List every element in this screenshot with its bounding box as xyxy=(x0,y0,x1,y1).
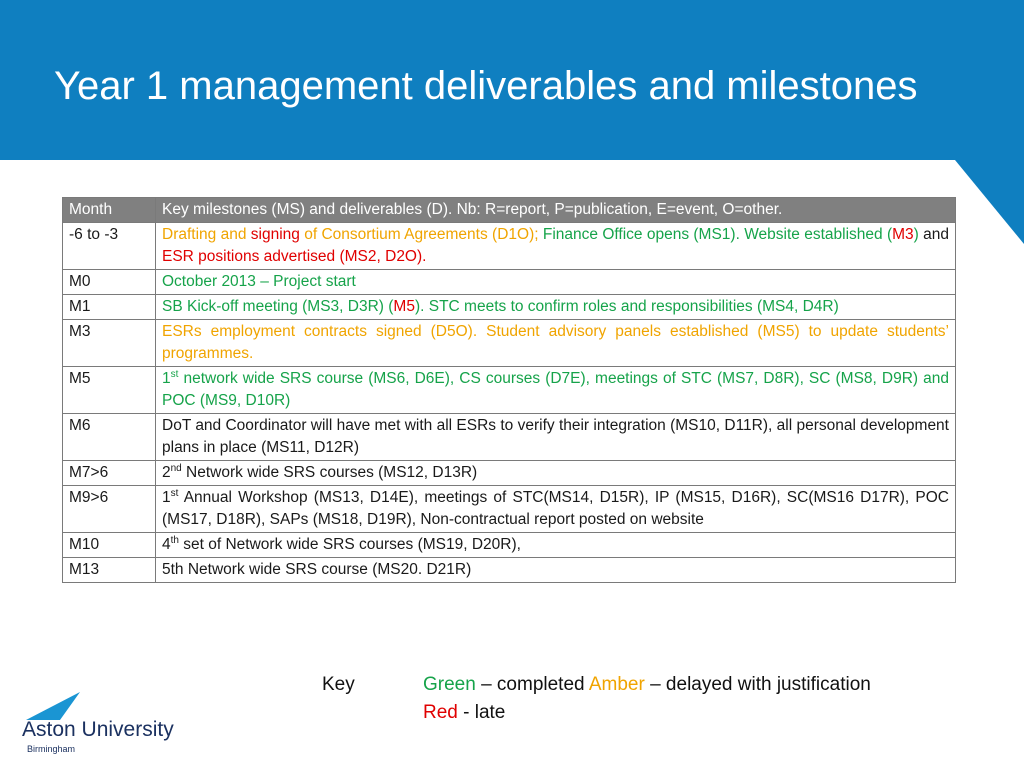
row-month-cell: M10 xyxy=(63,533,156,558)
milestones-table xyxy=(62,197,956,583)
ordinal-suffix: st xyxy=(170,368,179,380)
description-segment: October 2013 – Project start xyxy=(162,273,356,290)
row-description-cell xyxy=(156,461,956,486)
row-month-cell: M6 xyxy=(63,414,156,461)
aston-university-logo xyxy=(22,688,182,758)
table-row xyxy=(63,486,956,533)
key-green-desc: – completed xyxy=(475,674,589,695)
table-row xyxy=(63,367,956,414)
table-row xyxy=(63,461,956,486)
row-description-cell xyxy=(156,558,956,583)
row-description-cell xyxy=(156,270,956,295)
slide-title: Year 1 management deliverables and milestones xyxy=(54,64,918,108)
description-segment: ) xyxy=(913,226,919,243)
table-row xyxy=(63,414,956,461)
key-amber-word: Amber xyxy=(588,674,645,695)
row-month-cell: M3 xyxy=(63,320,156,367)
milestones-table-body xyxy=(63,223,956,583)
key-green-word: Green xyxy=(423,674,476,695)
logo-subtitle: Birmingham xyxy=(27,744,76,754)
description-segment: 1 xyxy=(162,370,171,387)
row-description-cell xyxy=(156,320,956,367)
key-line-2 xyxy=(423,702,505,724)
table-row xyxy=(63,533,956,558)
description-segment: ESRs employment contracts signed (D5O). Student advisory panels established (MS5) to update students’ programmes. xyxy=(162,323,949,362)
key-line-1 xyxy=(423,674,871,696)
description-segment: M5 xyxy=(393,298,415,315)
table-row xyxy=(63,320,956,367)
description-segment: 1 xyxy=(162,489,171,506)
row-description-cell xyxy=(156,223,956,270)
ordinal-suffix: nd xyxy=(170,462,182,474)
description-segment: of Consortium Agreements (D1O); xyxy=(299,226,543,243)
description-segment: signing xyxy=(250,226,300,243)
table-row xyxy=(63,270,956,295)
month-column-header: Month xyxy=(63,198,156,223)
description-segment: 2 xyxy=(162,464,171,481)
description-segment: network wide SRS course (MS6, D6E), CS courses (D7E), meetings of STC (MS7, D8R), SC (MS8, D9R) and POC (MS9, D10R) xyxy=(162,370,949,409)
row-month-cell: M9>6 xyxy=(63,486,156,533)
description-segment: 4 xyxy=(162,536,171,553)
table-row xyxy=(63,295,956,320)
description-column-header: Key milestones (MS) and deliverables (D). Nb: R=report, P=publication, E=event, O=other. xyxy=(156,198,956,223)
key-amber-desc: – delayed with justification xyxy=(644,674,871,695)
ordinal-suffix: th xyxy=(170,534,179,546)
logo-triangle-icon xyxy=(22,688,182,722)
description-segment: Annual Workshop (MS13, D14E), meetings of STC(MS14, D15R), IP (MS15, D16R), SC(MS16 D17R), POC (MS17, D18R), SAPs (MS18, D19R), Non-contractual report posted on website xyxy=(162,489,949,528)
row-month-cell: -6 to -3 xyxy=(63,223,156,270)
row-month-cell: M5 xyxy=(63,367,156,414)
table-header-row xyxy=(63,198,956,223)
description-segment: M3 xyxy=(892,226,914,243)
key-red-desc: - late xyxy=(457,702,506,723)
logo-name: Aston University xyxy=(22,718,174,741)
description-segment: ESR positions advertised (MS2, D2O). xyxy=(162,248,427,265)
row-month-cell: M1 xyxy=(63,295,156,320)
table-row xyxy=(63,558,956,583)
ordinal-suffix: st xyxy=(170,487,179,499)
description-segment: and xyxy=(918,226,950,243)
description-segment: SB Kick-off meeting (MS3, D3R) ( xyxy=(162,298,394,315)
description-segment: Network wide SRS courses (MS12, D13R) xyxy=(181,464,478,481)
description-segment: set of Network wide SRS courses (MS19, D20R), xyxy=(178,536,521,553)
row-month-cell: M13 xyxy=(63,558,156,583)
description-segment: 5th Network wide SRS course (MS20. D21R) xyxy=(162,561,472,578)
row-description-cell xyxy=(156,367,956,414)
row-description-cell xyxy=(156,414,956,461)
key-label: Key xyxy=(322,674,355,695)
row-month-cell: M7>6 xyxy=(63,461,156,486)
row-description-cell xyxy=(156,486,956,533)
row-month-cell: M0 xyxy=(63,270,156,295)
key-red-word: Red xyxy=(423,702,458,723)
description-segment: Finance Office opens (MS1). Website established ( xyxy=(542,226,893,243)
description-segment: ). STC meets to confirm roles and responsibilities (MS4, D4R) xyxy=(414,298,839,315)
row-description-cell xyxy=(156,295,956,320)
row-description-cell xyxy=(156,533,956,558)
description-segment: Drafting and xyxy=(162,226,251,243)
table-row xyxy=(63,223,956,270)
description-segment: DoT and Coordinator will have met with all ESRs to verify their integration (MS10, D11R), all personal development plans in place (MS11, D12R) xyxy=(162,417,949,456)
